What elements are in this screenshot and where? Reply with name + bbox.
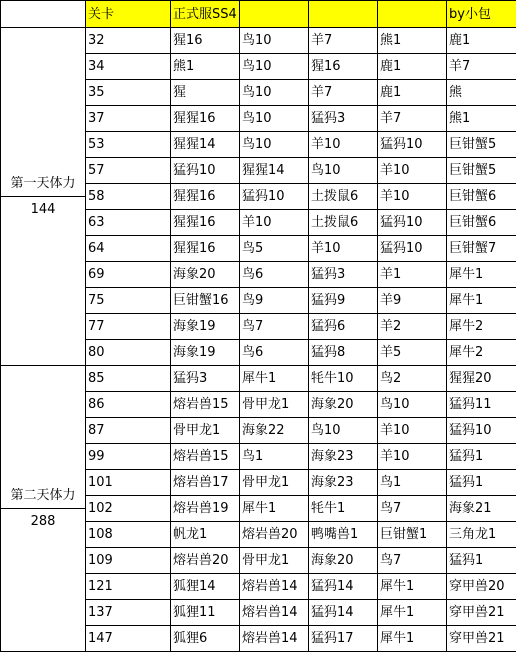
- data-cell[interactable]: 熊1: [447, 106, 516, 132]
- header-blank-cell[interactable]: [1, 1, 86, 28]
- data-cell[interactable]: 犀牛1: [378, 626, 447, 652]
- data-cell[interactable]: 猛犸6: [309, 314, 378, 340]
- data-cell[interactable]: 羊7: [447, 54, 516, 80]
- level-cell[interactable]: 101: [86, 470, 171, 496]
- level-cell[interactable]: 64: [86, 236, 171, 262]
- data-cell[interactable]: 熔岩兽20: [171, 548, 240, 574]
- data-cell[interactable]: 猛犸14: [309, 600, 378, 626]
- level-cell[interactable]: 63: [86, 210, 171, 236]
- data-cell[interactable]: 犀牛1: [378, 600, 447, 626]
- data-cell[interactable]: 猩猩16: [171, 106, 240, 132]
- data-cell[interactable]: 巨钳蟹5: [447, 158, 516, 184]
- data-cell[interactable]: 海象23: [309, 444, 378, 470]
- level-cell[interactable]: 57: [86, 158, 171, 184]
- level-cell[interactable]: 35: [86, 80, 171, 106]
- level-cell[interactable]: 75: [86, 288, 171, 314]
- data-cell[interactable]: 三角龙1: [447, 522, 516, 548]
- data-cell[interactable]: 鸟5: [240, 236, 309, 262]
- data-cell[interactable]: 犀牛2: [447, 340, 516, 366]
- data-cell[interactable]: 鸟6: [240, 340, 309, 366]
- data-cell[interactable]: 骨甲龙1: [240, 470, 309, 496]
- data-cell[interactable]: 鸟10: [240, 132, 309, 158]
- data-cell[interactable]: 羊9: [378, 288, 447, 314]
- data-cell[interactable]: 羊10: [309, 132, 378, 158]
- data-cell[interactable]: 熔岩兽14: [240, 574, 309, 600]
- data-cell[interactable]: 熊1: [378, 28, 447, 54]
- data-cell[interactable]: 鸟10: [378, 392, 447, 418]
- level-cell[interactable]: 121: [86, 574, 171, 600]
- spreadsheet-body: [1, 1, 516, 652]
- level-cell[interactable]: 86: [86, 392, 171, 418]
- data-cell[interactable]: 猩猩16: [171, 210, 240, 236]
- data-cell[interactable]: 狐狸14: [171, 574, 240, 600]
- data-cell[interactable]: 骨甲龙1: [240, 548, 309, 574]
- level-cell[interactable]: 32: [86, 28, 171, 54]
- data-cell[interactable]: 羊7: [309, 28, 378, 54]
- data-cell[interactable]: 猩猩16: [171, 184, 240, 210]
- data-cell[interactable]: 羊10: [240, 210, 309, 236]
- data-cell[interactable]: 穿甲兽21: [447, 626, 516, 652]
- level-cell[interactable]: 109: [86, 548, 171, 574]
- header-row: [1, 1, 516, 28]
- data-cell[interactable]: 羊7: [309, 80, 378, 106]
- data-cell[interactable]: 海象23: [309, 470, 378, 496]
- level-cell[interactable]: 147: [86, 626, 171, 652]
- data-cell[interactable]: 牦牛10: [309, 366, 378, 392]
- data-cell[interactable]: 穿甲兽20: [447, 574, 516, 600]
- data-cell[interactable]: 海象19: [171, 340, 240, 366]
- header-empty-cell[interactable]: [309, 1, 378, 28]
- data-cell[interactable]: 猛犸11: [447, 392, 516, 418]
- section-value: 144: [3, 197, 83, 222]
- level-cell[interactable]: 108: [86, 522, 171, 548]
- data-cell[interactable]: 海象19: [171, 314, 240, 340]
- data-cell[interactable]: 巨钳蟹1: [378, 522, 447, 548]
- data-cell[interactable]: 鸟10: [240, 28, 309, 54]
- data-cell[interactable]: 羊5: [378, 340, 447, 366]
- data-cell[interactable]: 犀牛1: [447, 288, 516, 314]
- table-row: [1, 28, 516, 54]
- data-cell[interactable]: 鸟1: [240, 444, 309, 470]
- data-cell[interactable]: 巨钳蟹16: [171, 288, 240, 314]
- data-cell[interactable]: 海象20: [309, 548, 378, 574]
- section-label-cell[interactable]: [1, 366, 86, 652]
- data-cell[interactable]: 骨甲龙1: [171, 418, 240, 444]
- data-cell[interactable]: 鸟6: [240, 262, 309, 288]
- data-cell[interactable]: 猛犸10: [378, 236, 447, 262]
- data-cell[interactable]: 熔岩兽14: [240, 626, 309, 652]
- data-cell[interactable]: 鸟10: [240, 106, 309, 132]
- data-cell[interactable]: 鸟10: [240, 54, 309, 80]
- level-cell[interactable]: 99: [86, 444, 171, 470]
- data-cell[interactable]: 鸟7: [378, 548, 447, 574]
- data-cell[interactable]: 鸟7: [240, 314, 309, 340]
- section-title: 第二天体力: [1, 483, 85, 509]
- data-cell[interactable]: 鹿1: [378, 54, 447, 80]
- data-cell[interactable]: 猛犸10: [378, 132, 447, 158]
- data-cell[interactable]: 熔岩兽15: [171, 444, 240, 470]
- header-empty-cell[interactable]: [240, 1, 309, 28]
- data-cell[interactable]: 土拨鼠6: [309, 184, 378, 210]
- data-cell[interactable]: 鸟7: [378, 496, 447, 522]
- data-cell[interactable]: 猛犸1: [447, 548, 516, 574]
- data-cell[interactable]: 巨钳蟹6: [447, 184, 516, 210]
- data-cell[interactable]: 巨钳蟹5: [447, 132, 516, 158]
- data-cell[interactable]: 羊1: [378, 262, 447, 288]
- data-cell[interactable]: 猛犸14: [309, 574, 378, 600]
- data-cell[interactable]: 羊10: [309, 236, 378, 262]
- data-cell[interactable]: 猛犸3: [309, 106, 378, 132]
- data-cell[interactable]: 熊: [447, 80, 516, 106]
- data-cell[interactable]: 鹿1: [378, 80, 447, 106]
- table-row: [1, 366, 516, 392]
- data-cell[interactable]: 土拨鼠6: [309, 210, 378, 236]
- data-cell[interactable]: 鸟10: [240, 80, 309, 106]
- data-cell[interactable]: 犀牛2: [447, 314, 516, 340]
- data-cell[interactable]: 羊10: [378, 158, 447, 184]
- data-cell[interactable]: 熔岩兽19: [171, 496, 240, 522]
- data-cell[interactable]: 熔岩兽14: [240, 600, 309, 626]
- data-cell[interactable]: 犀牛1: [240, 366, 309, 392]
- data-cell[interactable]: 羊10: [378, 418, 447, 444]
- level-cell[interactable]: 53: [86, 132, 171, 158]
- data-cell[interactable]: 猛犸8: [309, 340, 378, 366]
- level-cell[interactable]: 102: [86, 496, 171, 522]
- data-cell[interactable]: 牦牛1: [309, 496, 378, 522]
- data-cell[interactable]: 犀牛1: [378, 574, 447, 600]
- data-cell[interactable]: 猛犸1: [447, 470, 516, 496]
- data-cell[interactable]: 海象20: [171, 262, 240, 288]
- header-author-cell[interactable]: by小包: [447, 1, 516, 28]
- data-cell[interactable]: 鸭嘴兽1: [309, 522, 378, 548]
- data-cell[interactable]: 猩猩16: [171, 236, 240, 262]
- level-cell[interactable]: 85: [86, 366, 171, 392]
- level-cell[interactable]: 77: [86, 314, 171, 340]
- level-cell[interactable]: 37: [86, 106, 171, 132]
- level-cell[interactable]: 87: [86, 418, 171, 444]
- data-cell[interactable]: 巨钳蟹6: [447, 210, 516, 236]
- data-cell[interactable]: 海象22: [240, 418, 309, 444]
- data-cell[interactable]: 猛犸10: [447, 418, 516, 444]
- data-cell[interactable]: 犀牛1: [447, 262, 516, 288]
- data-cell[interactable]: 猩猩20: [447, 366, 516, 392]
- data-cell[interactable]: 猛犸10: [240, 184, 309, 210]
- data-cell[interactable]: 熔岩兽17: [171, 470, 240, 496]
- data-cell[interactable]: 猛犸10: [378, 210, 447, 236]
- header-empty-cell[interactable]: [378, 1, 447, 28]
- data-cell[interactable]: 鹿1: [447, 28, 516, 54]
- data-cell[interactable]: 羊10: [378, 184, 447, 210]
- section-title: 第一天体力: [1, 171, 85, 197]
- data-cell[interactable]: 鸟2: [378, 366, 447, 392]
- data-cell[interactable]: 猛犸3: [171, 366, 240, 392]
- data-cell[interactable]: 猩猩14: [240, 158, 309, 184]
- header-server-cell[interactable]: 正式服SS4: [171, 1, 240, 28]
- data-cell[interactable]: 猩: [171, 80, 240, 106]
- data-cell[interactable]: 犀牛1: [240, 496, 309, 522]
- data-cell[interactable]: 鸟9: [240, 288, 309, 314]
- level-cell[interactable]: 137: [86, 600, 171, 626]
- data-cell[interactable]: 猩猩14: [171, 132, 240, 158]
- data-cell[interactable]: 猛犸1: [447, 444, 516, 470]
- data-cell[interactable]: 猛犸9: [309, 288, 378, 314]
- data-cell[interactable]: 猩16: [171, 28, 240, 54]
- data-cell[interactable]: 骨甲龙1: [240, 392, 309, 418]
- header-level-cell[interactable]: 关卡: [86, 1, 171, 28]
- data-cell[interactable]: 狐狸11: [171, 600, 240, 626]
- data-cell[interactable]: 熔岩兽20: [240, 522, 309, 548]
- data-cell[interactable]: 羊7: [378, 106, 447, 132]
- data-cell[interactable]: 羊2: [378, 314, 447, 340]
- data-cell[interactable]: 穿甲兽21: [447, 600, 516, 626]
- section-label-cell[interactable]: [1, 28, 86, 366]
- data-cell[interactable]: 熔岩兽15: [171, 392, 240, 418]
- level-cell[interactable]: 80: [86, 340, 171, 366]
- data-cell[interactable]: 猩16: [309, 54, 378, 80]
- data-cell[interactable]: 鸟1: [378, 470, 447, 496]
- data-cell[interactable]: 帆龙1: [171, 522, 240, 548]
- data-cell[interactable]: 猛犸3: [309, 262, 378, 288]
- level-cell[interactable]: 58: [86, 184, 171, 210]
- data-cell[interactable]: 巨钳蟹7: [447, 236, 516, 262]
- data-cell[interactable]: 猛犸17: [309, 626, 378, 652]
- data-cell[interactable]: 海象21: [447, 496, 516, 522]
- level-cell[interactable]: 69: [86, 262, 171, 288]
- data-cell[interactable]: 猛犸10: [171, 158, 240, 184]
- data-cell[interactable]: 鸟10: [309, 158, 378, 184]
- data-cell[interactable]: 狐狸6: [171, 626, 240, 652]
- data-cell[interactable]: 熊1: [171, 54, 240, 80]
- data-cell[interactable]: 海象20: [309, 392, 378, 418]
- level-cell[interactable]: 34: [86, 54, 171, 80]
- data-cell[interactable]: 鸟10: [309, 418, 378, 444]
- data-cell[interactable]: 羊10: [378, 444, 447, 470]
- section-value: 288: [3, 509, 83, 534]
